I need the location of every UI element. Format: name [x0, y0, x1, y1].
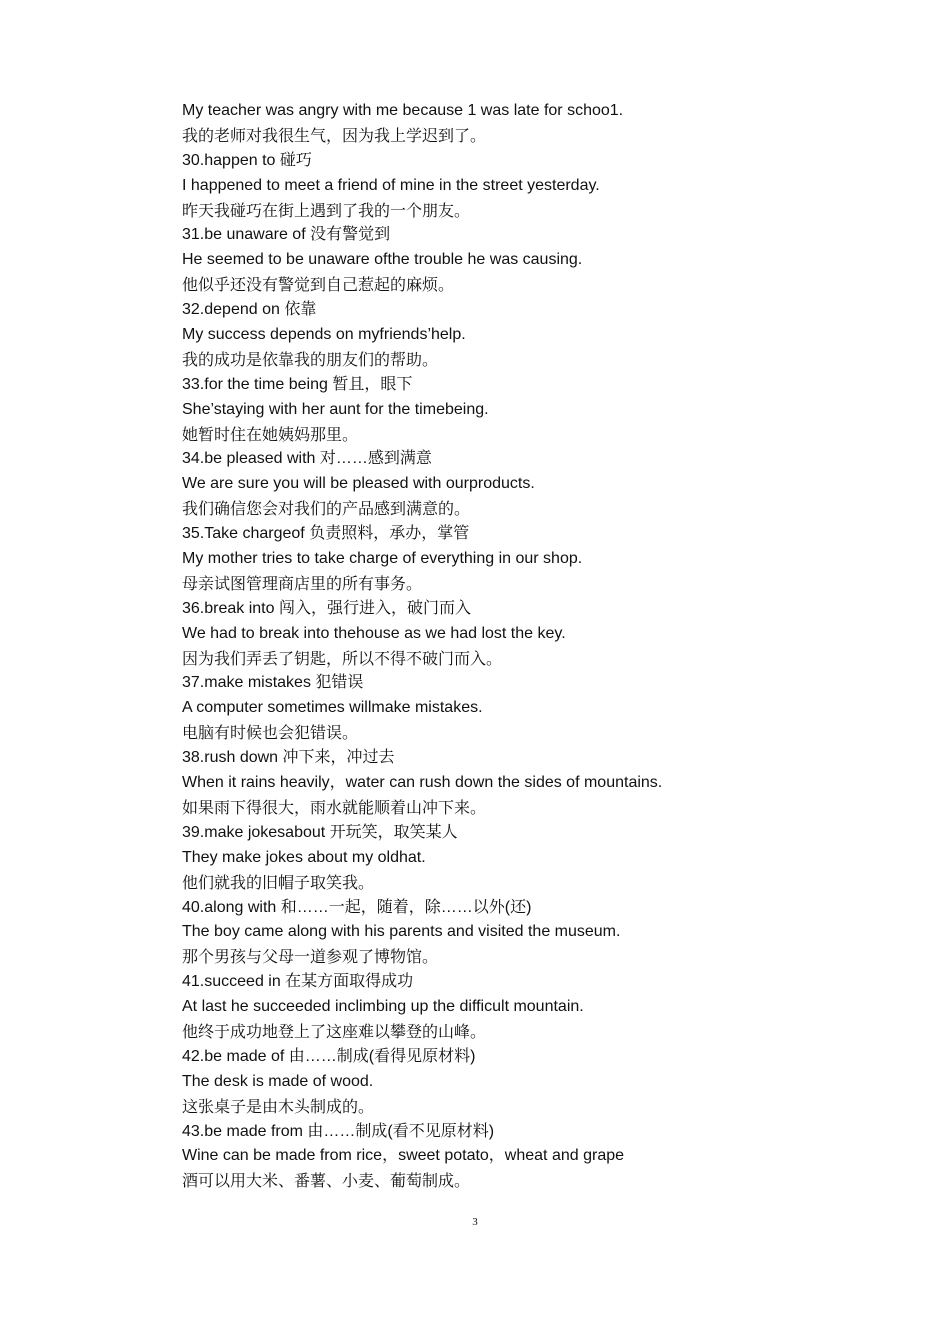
text-line: 34.be pleased with 对……感到满意: [182, 450, 432, 468]
text-line: 她暂时住在她姨妈那里。: [182, 424, 359, 444]
text-line: 43.be made from 由……制成(看不见原材料): [182, 1122, 495, 1140]
text-line: We had to break into thehouse as we had lost the key.: [182, 624, 566, 642]
text-line: 35.Take chargeof 负责照料，承办，掌管: [182, 525, 470, 543]
text-line: 他终于成功地登上了这座难以攀登的山峰。: [182, 1021, 487, 1041]
text-line: 38.rush down 冲下来，冲过去: [182, 749, 395, 767]
text-line: At last he succeeded inclimbing up the difficult mountain.: [182, 998, 584, 1016]
text-line: Wine can be made from rice，sweet potato，wheat and grape: [182, 1147, 625, 1165]
text-line: 31.be unaware of 没有警觉到: [182, 226, 391, 244]
text-line: 他似乎还没有警觉到自己惹起的麻烦。: [182, 275, 455, 295]
text-line: 母亲试图管理商店里的所有事务。: [182, 573, 423, 593]
text-line: 因为我们弄丢了钥匙，所以不得不破门而入。: [182, 648, 503, 668]
text-line: 41.succeed in 在某方面取得成功: [182, 973, 414, 991]
text-line: 他们就我的旧帽子取笑我。: [182, 872, 375, 892]
text-line: 42.be made of 由……制成(看得见原材料): [182, 1047, 476, 1065]
page-number: 3: [472, 1216, 478, 1228]
text-line: 我的成功是依靠我的朋友们的帮助。: [182, 349, 439, 369]
text-line: 我的老师对我很生气，因为我上学迟到了。: [182, 125, 487, 145]
text-line: 39.make jokesabout 开玩笑，取笑某人: [182, 823, 458, 841]
text-line: 40.along with 和……一起，随着，除……以外(还): [182, 898, 532, 916]
text-line: The boy came along with his parents and visited the museum.: [182, 923, 621, 941]
text-line: 昨天我碰巧在街上遇到了我的一个朋友。: [182, 200, 471, 220]
text-line: My mother tries to take charge of everything in our shop.: [182, 550, 583, 568]
text-line: 如果雨下得很大，雨水就能顺着山冲下来。: [182, 797, 487, 817]
text-line: We are sure you will be pleased with ourproducts.: [182, 475, 535, 493]
text-line: 我们确信您会对我们的产品感到满意的。: [182, 499, 471, 519]
text-line: 32.depend on 依靠: [182, 301, 317, 319]
text-line: 37.make mistakes 犯错误: [182, 674, 364, 692]
text-line: 这张桌子是由木头制成的。: [182, 1096, 375, 1116]
text-line: He seemed to be unaware ofthe trouble he was causing.: [182, 251, 583, 269]
text-line: 酒可以用大米、番薯、小麦、葡萄制成。: [182, 1171, 471, 1191]
text-line: My success depends on myfriends’help.: [182, 326, 466, 344]
text-line: She’staying with her aunt for the timebeing.: [182, 400, 489, 418]
text-line: 30.happen to 碰巧: [182, 151, 312, 169]
text-line: 36.break into 闯入，强行进入，破门而入: [182, 599, 471, 617]
text-line: A computer sometimes willmake mistakes.: [182, 699, 483, 717]
text-line: My teacher was angry with me because 1 was late for schoo1.: [182, 102, 624, 119]
document-body: [182, 99, 822, 1194]
text-line: They make jokes about my oldhat.: [182, 848, 426, 866]
text-line: When it rains heavily，water can rush down the sides of mountains.: [182, 774, 663, 792]
text-line: 那个男孩与父母一道参观了博物馆。: [182, 947, 439, 967]
text-line: 33.for the time being 暂且，眼下: [182, 375, 413, 393]
text-line: The desk is made of wood.: [182, 1072, 374, 1090]
text-line: 电脑有时候也会犯错误。: [182, 723, 359, 743]
text-line: I happened to meet a friend of mine in the street yesterday.: [182, 176, 600, 194]
